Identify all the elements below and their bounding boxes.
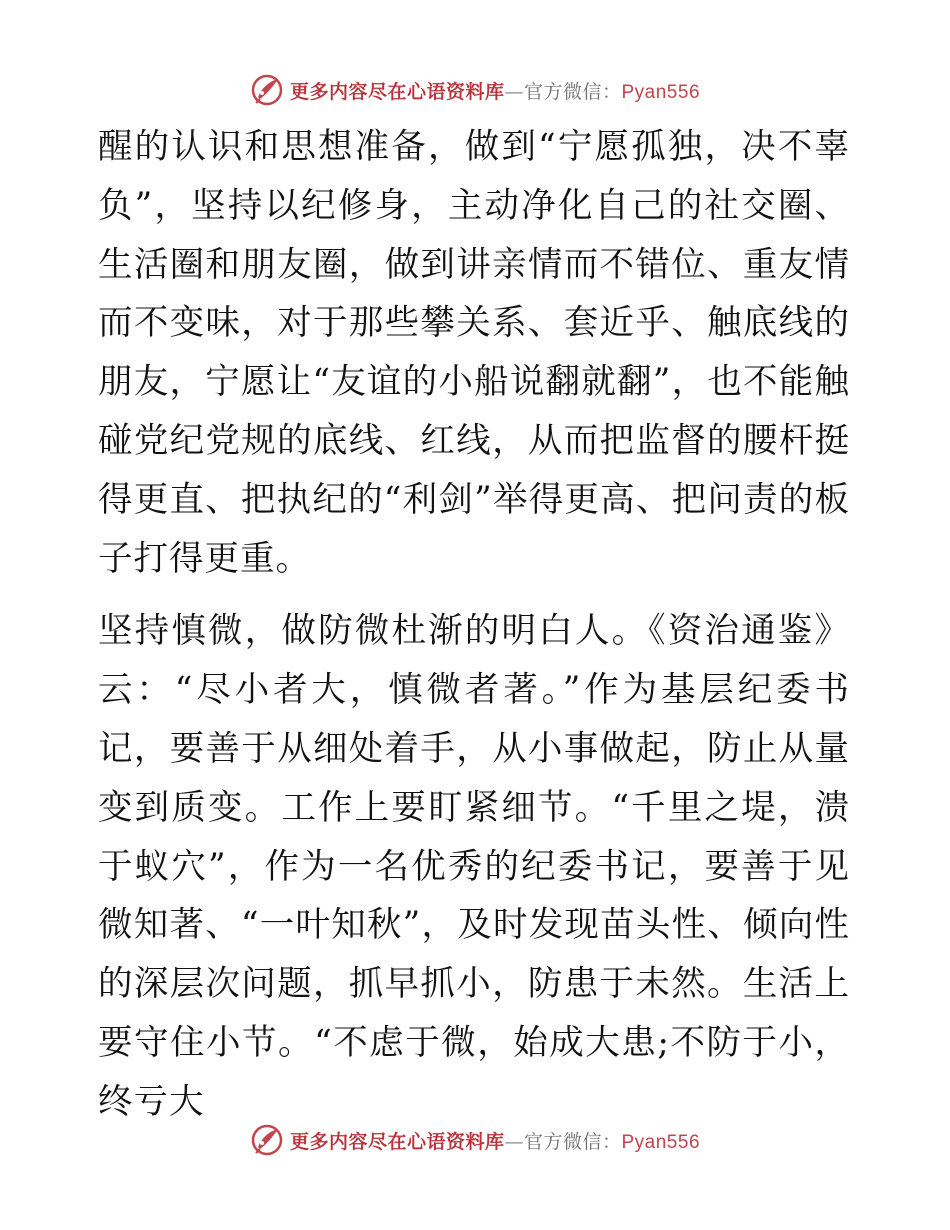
footer-wechat-id: Pyan556 [621,1131,701,1153]
footer-separator: — [504,1130,524,1153]
header-separator: — [504,80,524,103]
footer-wechat-label: 官方微信： [523,1130,622,1153]
page-header-banner [0,70,950,110]
footer-text [290,1127,700,1154]
page-footer-banner [0,1120,950,1160]
paragraph-1: 醒的认识和思想准备，做到“宁愿孤独，决不辜负”，坚持以纪修身，主动净化自己的社交圈、生活圈和朋友圈，做到讲亲情而不错位、重友情而不变味，对于那些攀关系、套近乎、触底线的朋友，宁愿让“友谊的小船说翻就翻”，也不能触碰党纪党规的底线、红线，从而把监督的腰杆挺得更直、把执纪的“利剑”举得更高、把问责的板子打得更重。 [98,127,850,579]
paragraph-2: 坚持慎微，做防微杜渐的明白人。《资治通鉴》云：“尽小者大，慎微者著。”作为基层纪委书记，要善于从细处着手，从小事做起，防止从量变到质变。工作上要盯紧细节。“千里之堤，溃于蚁穴”，作为一名优秀的纪委书记，要善于见微知著、“一叶知秋”，及时发现苗头性、倾向性的深层次问题，抓早抓小，防患于未然。生活上要守住小节。“不虑于微，始成大患;不防于小，终亏大 [98,611,850,1122]
header-text [290,77,700,104]
document-body [98,118,850,1132]
header-wechat-id: Pyan556 [621,81,701,103]
header-wechat-label: 官方微信： [523,80,622,103]
pen-logo-icon [250,73,284,107]
header-brand-text: 更多内容尽在心语资料库 [289,80,505,103]
footer-brand-text: 更多内容尽在心语资料库 [289,1130,505,1153]
pen-logo-icon [250,1123,284,1157]
